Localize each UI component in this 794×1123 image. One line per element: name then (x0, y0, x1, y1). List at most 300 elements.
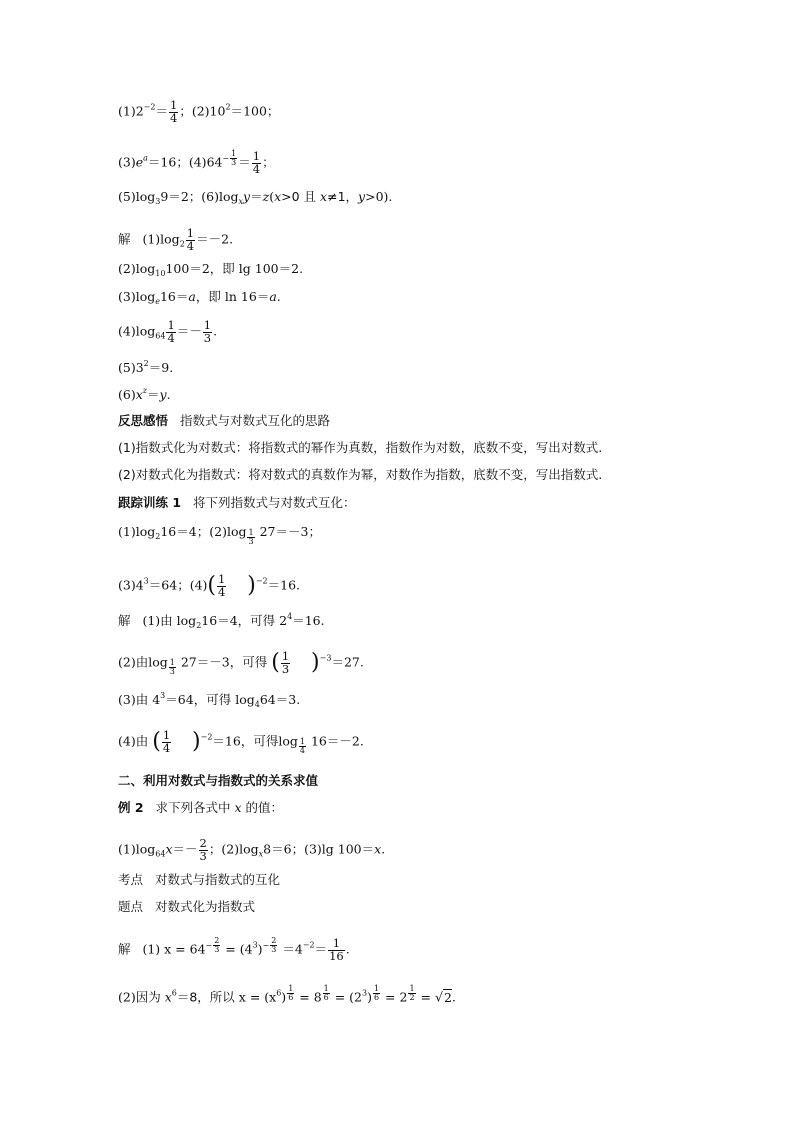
base: 2 (135, 103, 144, 119)
numerator: 1 (167, 318, 175, 332)
numerator: 1 (299, 737, 305, 746)
value: 4 (188, 524, 197, 539)
fraction-one-quarter (252, 151, 261, 175)
exponent: 3 (143, 576, 149, 586)
log-function: log (278, 733, 298, 749)
value: 2 (291, 261, 300, 276)
period: . (345, 941, 350, 957)
numerator: 2 (199, 836, 207, 850)
denominator: 4 (162, 740, 171, 755)
equals: ＝ (271, 841, 284, 857)
item-number: (1) (118, 103, 136, 119)
minus-sign: − (262, 940, 270, 950)
numerator: 2 (214, 936, 220, 945)
left-paren: ( (207, 573, 217, 598)
log-function: log (239, 841, 259, 857)
period: . (296, 577, 301, 593)
connector-text: 即 (222, 261, 235, 276)
value: 16 (304, 613, 321, 628)
equals: ＝ (230, 103, 244, 119)
separator: ； (308, 524, 321, 539)
equals: ＝ (212, 733, 225, 749)
separator: ； (266, 103, 280, 119)
numerator: 1 (252, 149, 261, 163)
period: . (451, 989, 456, 1005)
item-number: (4) (118, 733, 136, 749)
denominator: 3 (271, 945, 277, 954)
exponent: 2 (143, 359, 149, 368)
argument: 64 (259, 692, 276, 707)
item-number: (6) (201, 189, 219, 204)
variable: y (358, 189, 366, 204)
log-base: e (155, 297, 160, 306)
denominator: 3 (281, 661, 290, 676)
period: . (359, 654, 364, 670)
item-number: (2) (221, 841, 240, 857)
fraction-one-quarter (166, 320, 175, 344)
value: 2 (201, 261, 210, 276)
equals: ＝ (147, 387, 160, 402)
fraction-one-third (247, 529, 254, 546)
value: 16 (160, 154, 177, 170)
item-number: (2) (118, 261, 136, 276)
condition-open: ( (269, 189, 275, 204)
exponent: 6 (171, 988, 177, 998)
item-number: (4) (118, 323, 136, 339)
equals: ＝ (172, 841, 186, 857)
log-function: log (235, 692, 255, 707)
sqrt-sign: √ (434, 989, 443, 1005)
connector-text: ＝8，所以 (176, 989, 239, 1005)
connector-text: 可得 (242, 654, 268, 670)
numerator: 1 (218, 572, 226, 586)
equals: ＝ (189, 261, 202, 276)
base: e (135, 154, 144, 170)
denominator: 4 (169, 110, 178, 125)
connector-text: 即 (208, 289, 221, 304)
argument: 8 (263, 841, 272, 857)
separator: ； (179, 103, 192, 119)
item-number: (1) (142, 231, 161, 247)
condition-text: >0) (365, 189, 389, 204)
exponent: 4 (287, 612, 293, 621)
example-line (118, 838, 385, 862)
connector-text: 可得 (253, 733, 279, 749)
period: . (166, 387, 171, 402)
left-paren: ( (152, 729, 161, 754)
argument: 27 (259, 524, 276, 539)
fraction-one-quarter (186, 228, 195, 252)
equals: ＝ (275, 692, 289, 707)
practice-description: 将下列指数式与对数式互化： (192, 495, 356, 510)
base: 3 (135, 360, 144, 375)
solution-line-3 (118, 291, 281, 304)
expression: lg 100 (238, 261, 279, 276)
item-number: (1) (142, 613, 161, 628)
log-function: log (219, 189, 239, 204)
value: －2 (339, 733, 360, 749)
left-paren: ( (271, 650, 280, 675)
numerator: 1 (186, 226, 195, 240)
value: 16 (224, 733, 241, 749)
expression: = (4 (221, 941, 253, 957)
value: 64 (161, 577, 178, 593)
value: 16 (280, 577, 297, 593)
fraction-one-quarter (299, 738, 306, 755)
condition-text: >0 且 (281, 189, 321, 204)
period: . (388, 189, 393, 204)
argument: y (243, 189, 251, 204)
denominator: 6 (323, 993, 329, 1002)
fraction-one-sixth (373, 985, 380, 1002)
equals: ＝ (314, 941, 328, 957)
numerator: 1 (169, 658, 175, 667)
exponent: 3 (362, 988, 368, 998)
kaodian-label: 考点 (118, 872, 144, 887)
base: x (135, 387, 143, 402)
numerator: 1 (323, 984, 329, 993)
argument: 27 (180, 654, 197, 670)
item-number: (3) (118, 577, 136, 593)
reflection-title: 反思感悟 (118, 413, 169, 428)
log-base: x (238, 197, 244, 206)
denominator: 3 (203, 330, 212, 345)
log-base: 2 (196, 621, 202, 630)
base: x (164, 989, 172, 1005)
minus-sign: － (189, 323, 202, 339)
equals: ＝ (292, 613, 305, 628)
equals: ＝ (176, 524, 189, 539)
value: 3 (288, 692, 297, 707)
denominator: 4 (299, 746, 305, 755)
practice-answer-1 (118, 612, 325, 630)
numerator: 1 (203, 318, 212, 332)
fraction-one-sixth (287, 985, 294, 1002)
log-function: log (135, 261, 156, 276)
connector-text: 由 (135, 654, 149, 670)
denominator: 3 (169, 667, 175, 676)
period: . (276, 289, 281, 304)
exponent: −3 (319, 653, 332, 663)
solution-line-2 (118, 263, 303, 276)
log-function: log (226, 524, 247, 539)
expression: = 2 (381, 989, 408, 1005)
reflection-item-2: (2)对数式化为指数式：将对数式的真数作为幂，对数作为指数，底数不变，写出指数式. (118, 467, 603, 482)
expression: lg 100 (321, 841, 362, 857)
minus-sign: － (208, 231, 222, 247)
log-function: log (135, 189, 156, 204)
expression: ) (257, 941, 263, 957)
separator: ； (291, 841, 305, 857)
variable: x (320, 189, 328, 204)
denominator: 3 (231, 158, 237, 167)
equals: ＝ (147, 154, 161, 170)
fraction-one-quarter (162, 730, 171, 754)
item-number: (3) (304, 841, 322, 857)
equals: ＝ (148, 577, 162, 593)
argument: x (165, 841, 173, 857)
argument: 16 (159, 289, 176, 304)
base: 4 (152, 692, 161, 707)
minus-sign: － (209, 654, 222, 670)
value: y (159, 387, 167, 402)
period: . (213, 323, 218, 339)
equals: ＝ (217, 613, 230, 628)
numerator: 1 (162, 728, 171, 742)
denominator: 3 (214, 945, 220, 954)
fraction-one-quarter (169, 100, 178, 124)
expression: = (416, 989, 435, 1005)
separator: ， (229, 654, 243, 670)
fraction-one-third (230, 150, 237, 167)
item-number: (1) (142, 941, 161, 957)
expression: ＝4 (282, 941, 303, 957)
separator: ， (237, 613, 251, 628)
practice-answer-2 (118, 651, 364, 676)
equals: ＝ (250, 189, 263, 204)
item-number: (5) (118, 360, 136, 375)
fraction-one-half (408, 985, 415, 1002)
minus-sign: － (185, 841, 198, 857)
value: 27 (343, 654, 360, 670)
fraction-one-sixth (323, 985, 330, 1002)
equals: ＝ (278, 261, 292, 276)
kaodian-text: 对数式与指数式的互化 (154, 872, 280, 887)
value: 3 (221, 654, 230, 670)
equals: ＝ (196, 231, 209, 247)
example-solution-1 (118, 937, 350, 962)
expression: = (2 (330, 989, 362, 1005)
period: . (359, 733, 364, 749)
kaodian-line (118, 874, 280, 887)
equals: ＝ (196, 654, 210, 670)
example-solution-2 (118, 985, 456, 1004)
numerator: 2 (271, 936, 277, 945)
reflection-heading (118, 415, 330, 428)
expression: ) (281, 989, 287, 1005)
denominator: 16 (329, 948, 344, 963)
value: 64 (177, 692, 194, 707)
value: 4 (229, 613, 238, 628)
denominator: 4 (218, 584, 226, 599)
practice-line-2 (118, 574, 300, 598)
tidian-text: 对数式化为指数式 (154, 899, 255, 914)
exponent (222, 149, 238, 167)
exponent: 2 (225, 102, 231, 112)
argument: 100 (165, 261, 190, 276)
exponent (205, 936, 222, 954)
period: . (229, 231, 234, 247)
argument: 16 (310, 733, 327, 749)
expression: ) (367, 989, 372, 1005)
expression: x = (x (238, 989, 277, 1005)
right-paren: ) (247, 573, 256, 598)
connector-text: 由 (135, 733, 149, 749)
exponent: 6 (276, 988, 282, 998)
value: x (374, 841, 382, 857)
numerator: 1 (409, 984, 415, 993)
expression: ln 16 (224, 289, 257, 304)
log-function: log (148, 654, 168, 670)
item-number: (3) (118, 289, 136, 304)
connector-text: 因为 (135, 989, 165, 1005)
exponent: −2 (302, 940, 315, 950)
minus-sign: − (222, 153, 230, 163)
separator: ； (176, 154, 189, 170)
tidian-line (118, 901, 255, 914)
log-base: x (258, 849, 264, 859)
item-number: (5) (118, 189, 136, 204)
period: . (320, 613, 325, 628)
log-base: 4 (254, 700, 260, 709)
fraction-one-third (281, 651, 290, 675)
denominator: 3 (199, 848, 207, 863)
expression: = 8 (295, 989, 322, 1005)
exponent: −2 (143, 102, 156, 112)
item-number: (3) (118, 692, 136, 707)
solution-line-5 (118, 359, 174, 375)
log-function: log (135, 841, 156, 857)
log-function: log (176, 613, 197, 628)
connector-text: 由 (135, 692, 149, 707)
log-function: log (135, 289, 156, 304)
fraction-one-quarter (217, 574, 226, 598)
log-function: log (160, 231, 180, 247)
exponent: 3 (252, 940, 258, 950)
fraction-two-thirds (213, 937, 220, 954)
separator: ； (188, 189, 202, 204)
log-base: 10 (155, 269, 166, 278)
log-base: 64 (155, 849, 166, 859)
argument: 16 (201, 613, 218, 628)
numerator: 1 (373, 984, 380, 993)
separator: ； (262, 154, 275, 170)
condition-text: ≠1， (327, 189, 359, 204)
practice-answer-3 (118, 691, 301, 709)
value: z (262, 189, 270, 204)
equals: ＝ (361, 841, 375, 857)
log-base: 2 (179, 239, 185, 249)
base: 2 (279, 613, 288, 628)
numerator: 1 (328, 938, 345, 951)
example-text: 求下列各式中 (155, 800, 235, 815)
equals: ＝ (326, 733, 340, 749)
practice-title: 跟踪训练 1 (118, 495, 182, 510)
item-number: (1) (118, 524, 136, 539)
value: 6 (283, 841, 292, 857)
value: a (269, 289, 277, 304)
log-base: 64 (155, 331, 166, 341)
solution-label: 解 (118, 231, 131, 247)
log-base: 3 (155, 197, 161, 206)
connector-text: 可得 (250, 613, 276, 628)
separator: ； (208, 841, 222, 857)
equals: ＝ (176, 323, 190, 339)
exponent (262, 936, 279, 954)
equals: ＝ (168, 189, 181, 204)
exponent: a (143, 153, 148, 163)
item-number: (3) (118, 154, 136, 170)
equals: ＝ (256, 289, 270, 304)
exercise-line-1 (118, 100, 279, 124)
fraction-one-third (169, 659, 176, 676)
period: . (381, 841, 386, 857)
practice-answer-4 (118, 730, 364, 755)
equals: ＝ (148, 360, 162, 375)
section-heading: 二、利用对数式与指数式的关系求值 (118, 773, 319, 788)
item-number: (1) (118, 841, 136, 857)
equals: ＝ (165, 692, 178, 707)
value: 100 (243, 103, 267, 119)
item-number: (6) (118, 387, 136, 402)
solution-line-6 (118, 386, 171, 402)
numerator: 1 (281, 649, 290, 663)
practice-line-1 (118, 526, 321, 546)
item-number: (4) (188, 154, 207, 170)
exponent: z (142, 386, 147, 395)
period: . (299, 261, 304, 276)
equals: ＝ (175, 289, 189, 304)
right-paren: ) (311, 650, 320, 675)
equals: ＝ (275, 524, 288, 539)
numerator: 1 (231, 149, 237, 158)
value: 2 (180, 189, 189, 204)
separator: ， (209, 261, 223, 276)
solution-label: 解 (118, 941, 131, 957)
item-number: (2) (209, 524, 227, 539)
value: －3 (287, 524, 309, 539)
solution-line-1 (118, 228, 233, 252)
exponent: 3 (160, 691, 166, 700)
argument: 16 (160, 524, 177, 539)
example-heading (118, 802, 283, 815)
sqrt-radicand: 2 (443, 989, 452, 1005)
practice-heading (118, 497, 356, 510)
period: . (169, 360, 174, 375)
variable: x (274, 189, 282, 204)
value: 9 (161, 360, 170, 375)
solution-line-4 (118, 320, 217, 344)
fraction-two-thirds (270, 937, 277, 954)
exercise-line-2 (118, 150, 275, 175)
value: 2 (221, 231, 230, 247)
separator: ； (177, 577, 190, 593)
log-base: 2 (155, 532, 161, 541)
numerator: 1 (169, 98, 178, 112)
item-number: (2) (118, 654, 136, 670)
solution-label: 解 (118, 613, 131, 628)
tidian-label: 题点 (118, 899, 144, 914)
log-function: log (135, 524, 156, 539)
fraction-two-thirds (199, 838, 208, 862)
numerator: 1 (288, 984, 294, 993)
denominator: 4 (167, 330, 175, 345)
denominator: 6 (288, 993, 294, 1002)
denominator: 2 (409, 993, 415, 1002)
separator: ， (193, 692, 207, 707)
connector-text: 由 (160, 613, 173, 628)
variable: x (234, 800, 242, 815)
base: 64 (206, 154, 223, 170)
period: . (296, 692, 301, 707)
item-number: (4) (189, 577, 208, 593)
log-function: log (135, 323, 156, 339)
fraction-one-third (203, 320, 212, 344)
base: 4 (135, 577, 144, 593)
numerator: 1 (248, 527, 254, 537)
example-label: 例 2 (118, 800, 144, 815)
denominator: 4 (252, 161, 261, 176)
